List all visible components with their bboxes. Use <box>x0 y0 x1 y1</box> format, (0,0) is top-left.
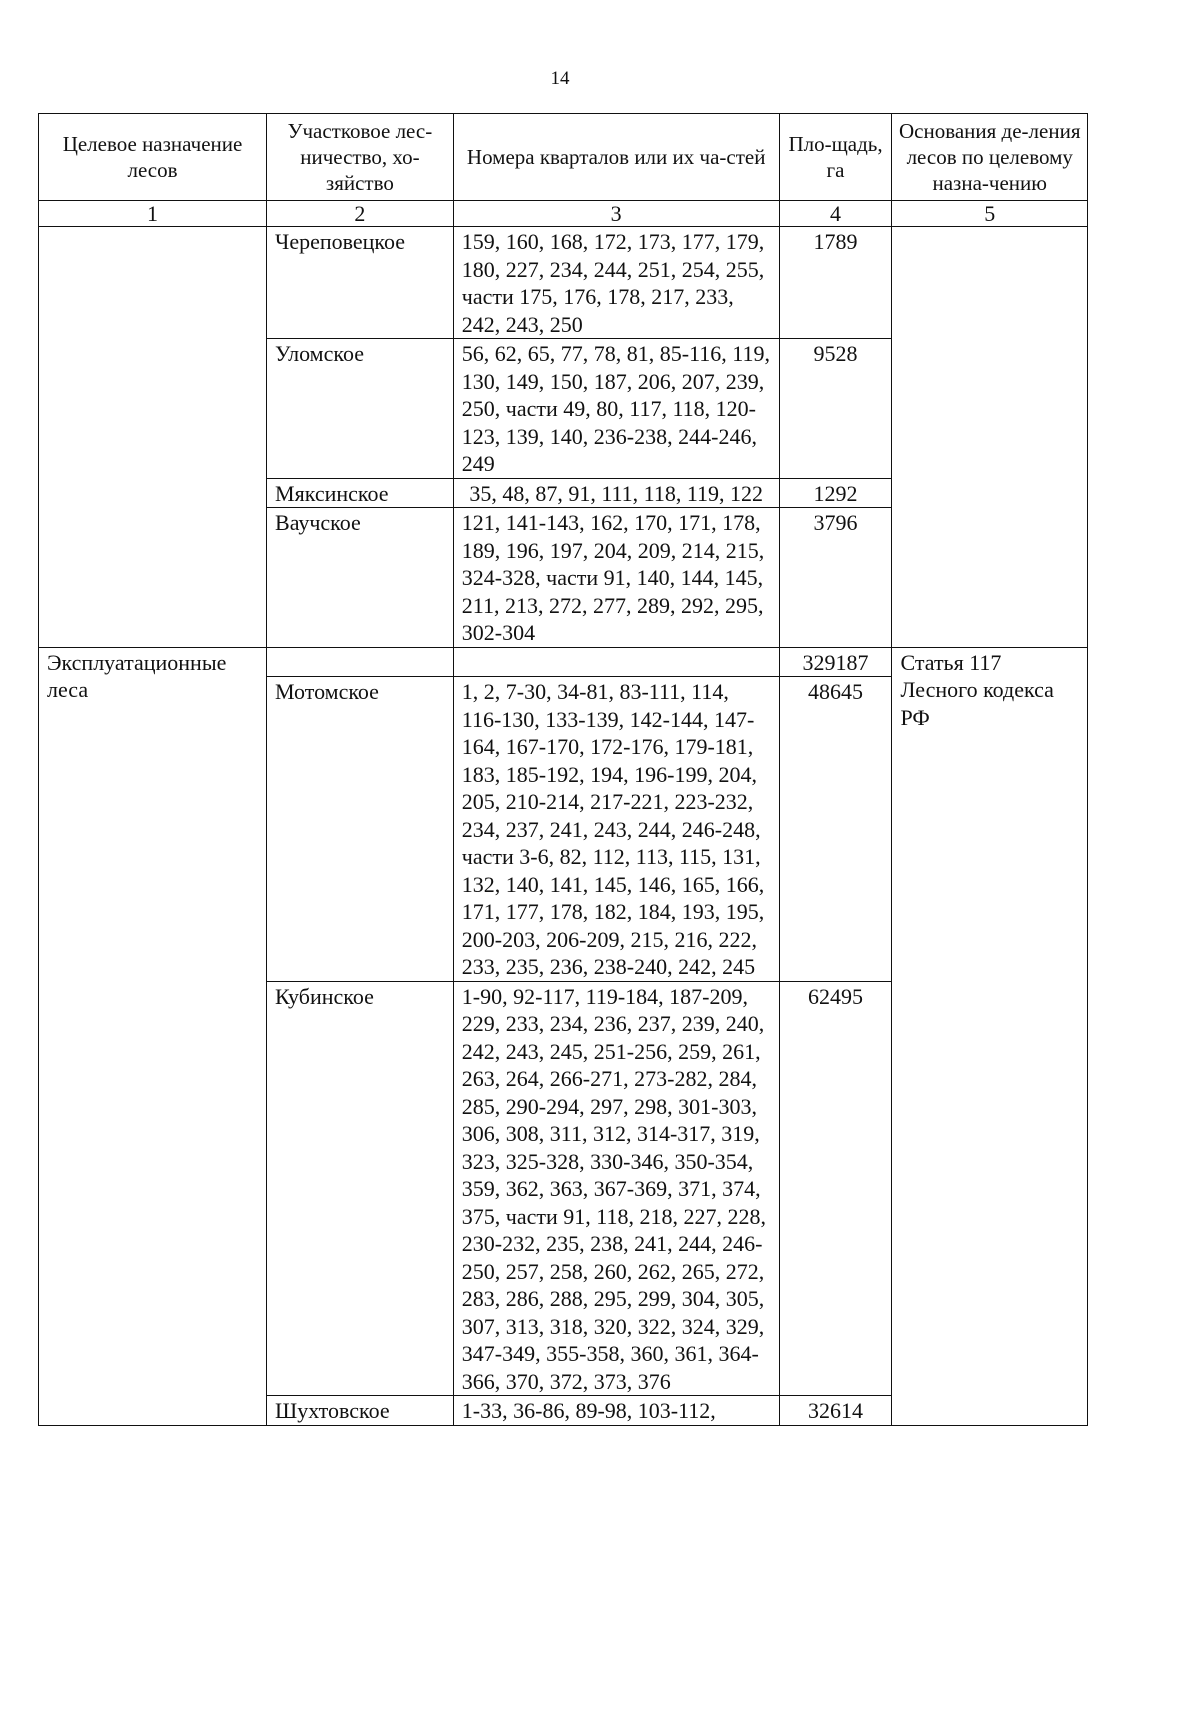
total-area-cell: 329187 <box>779 647 892 677</box>
basis-cell-empty <box>892 227 1088 648</box>
forest-division-table <box>38 113 1088 1426</box>
forestry-cell-empty <box>267 647 454 677</box>
quarters-cell: 56, 62, 65, 77, 78, 81, 85-116, 119, 130, 149, 150, 187, 206, 207, 239, 250, части 49, 80, 117, 118, 120-123, 139, 140, 236-238, 244-246, 249 <box>453 339 779 479</box>
column-number: 4 <box>779 201 892 227</box>
header-area: Пло-щадь, га <box>779 114 892 201</box>
table-header-row <box>39 114 1088 201</box>
column-number-row <box>39 201 1088 227</box>
area-cell: 1292 <box>779 478 892 508</box>
column-number: 3 <box>453 201 779 227</box>
forestry-cell: Череповецкое <box>267 227 454 339</box>
quarters-cell: 1-33, 36-86, 89-98, 103-112, <box>453 1396 779 1426</box>
column-number: 2 <box>267 201 454 227</box>
table-row <box>39 227 1088 339</box>
column-number: 5 <box>892 201 1088 227</box>
header-basis: Основания де-ления лесов по целевому назна-чению <box>892 114 1088 201</box>
area-cell: 3796 <box>779 508 892 648</box>
page-number: 14 <box>550 68 570 89</box>
forestry-cell: Ваучское <box>267 508 454 648</box>
area-cell: 9528 <box>779 339 892 479</box>
quarters-cell: 1, 2, 7-30, 34-81, 83-111, 114, 116-130, 133-139, 142-144, 147-164, 167-170, 172-176, 179-181, 183, 185-192, 194, 196-199, 204, 205, 210-214, 217-221, 223-232, 234, 237, 241, 243, 244, 246-248, части 3-6, 82, 112, 113, 115, 131, 132, 140, 141, 145, 146, 165, 166, 171, 177, 178, 182, 184, 193, 195, 200-203, 206-209, 215, 216, 222, 233, 235, 236, 238-240, 242, 245 <box>453 677 779 982</box>
forestry-cell: Шухтовское <box>267 1396 454 1426</box>
area-cell: 62495 <box>779 981 892 1396</box>
forestry-cell: Мяксинское <box>267 478 454 508</box>
area-cell: 48645 <box>779 677 892 982</box>
header-forestry: Участковое лес-ничество, хо-зяйство <box>267 114 454 201</box>
area-cell: 1789 <box>779 227 892 339</box>
header-purpose: Целевое назначение лесов <box>39 114 267 201</box>
purpose-cell-empty <box>39 227 267 648</box>
quarters-cell: 121, 141-143, 162, 170, 171, 178, 189, 196, 197, 204, 209, 214, 215, 324-328, части 91, 140, 144, 145, 211, 213, 272, 277, 289, 292, 295, 302-304 <box>453 508 779 648</box>
header-quarters: Номера кварталов или их ча-стей <box>453 114 779 201</box>
quarters-cell: 1-90, 92-117, 119-184, 187-209, 229, 233, 234, 236, 237, 239, 240, 242, 243, 245, 251-256, 259, 261, 263, 264, 266-271, 273-282, 284, 285, 290-294, 297, 298, 301-303, 306, 308, 311, 312, 314-317, 319, 323, 325-328, 330-346, 350-354, 359, 362, 363, 367-369, 371, 374, 375, части 91, 118, 218, 227, 228, 230-232, 235, 238, 241, 244, 246-250, 257, 258, 260, 262, 265, 272, 283, 286, 288, 295, 299, 304, 305, 307, 313, 318, 320, 322, 324, 329, 347-349, 355-358, 360, 361, 364-366, 370, 372, 373, 376 <box>453 981 779 1396</box>
forestry-cell: Кубинское <box>267 981 454 1396</box>
table-row-total <box>39 647 1088 677</box>
quarters-cell: 159, 160, 168, 172, 173, 177, 179, 180, 227, 234, 244, 251, 254, 255, части 175, 176, 178, 217, 233, 242, 243, 250 <box>453 227 779 339</box>
quarters-cell: 35, 48, 87, 91, 111, 118, 119, 122 <box>453 478 779 508</box>
area-cell: 32614 <box>779 1396 892 1426</box>
basis-cell: Статья 117 Лесного кодекса РФ <box>892 647 1088 1425</box>
purpose-cell: Эксплуатационные леса <box>39 647 267 1425</box>
column-number: 1 <box>39 201 267 227</box>
forestry-cell: Уломское <box>267 339 454 479</box>
forestry-cell: Мотомское <box>267 677 454 982</box>
quarters-cell-empty <box>453 647 779 677</box>
